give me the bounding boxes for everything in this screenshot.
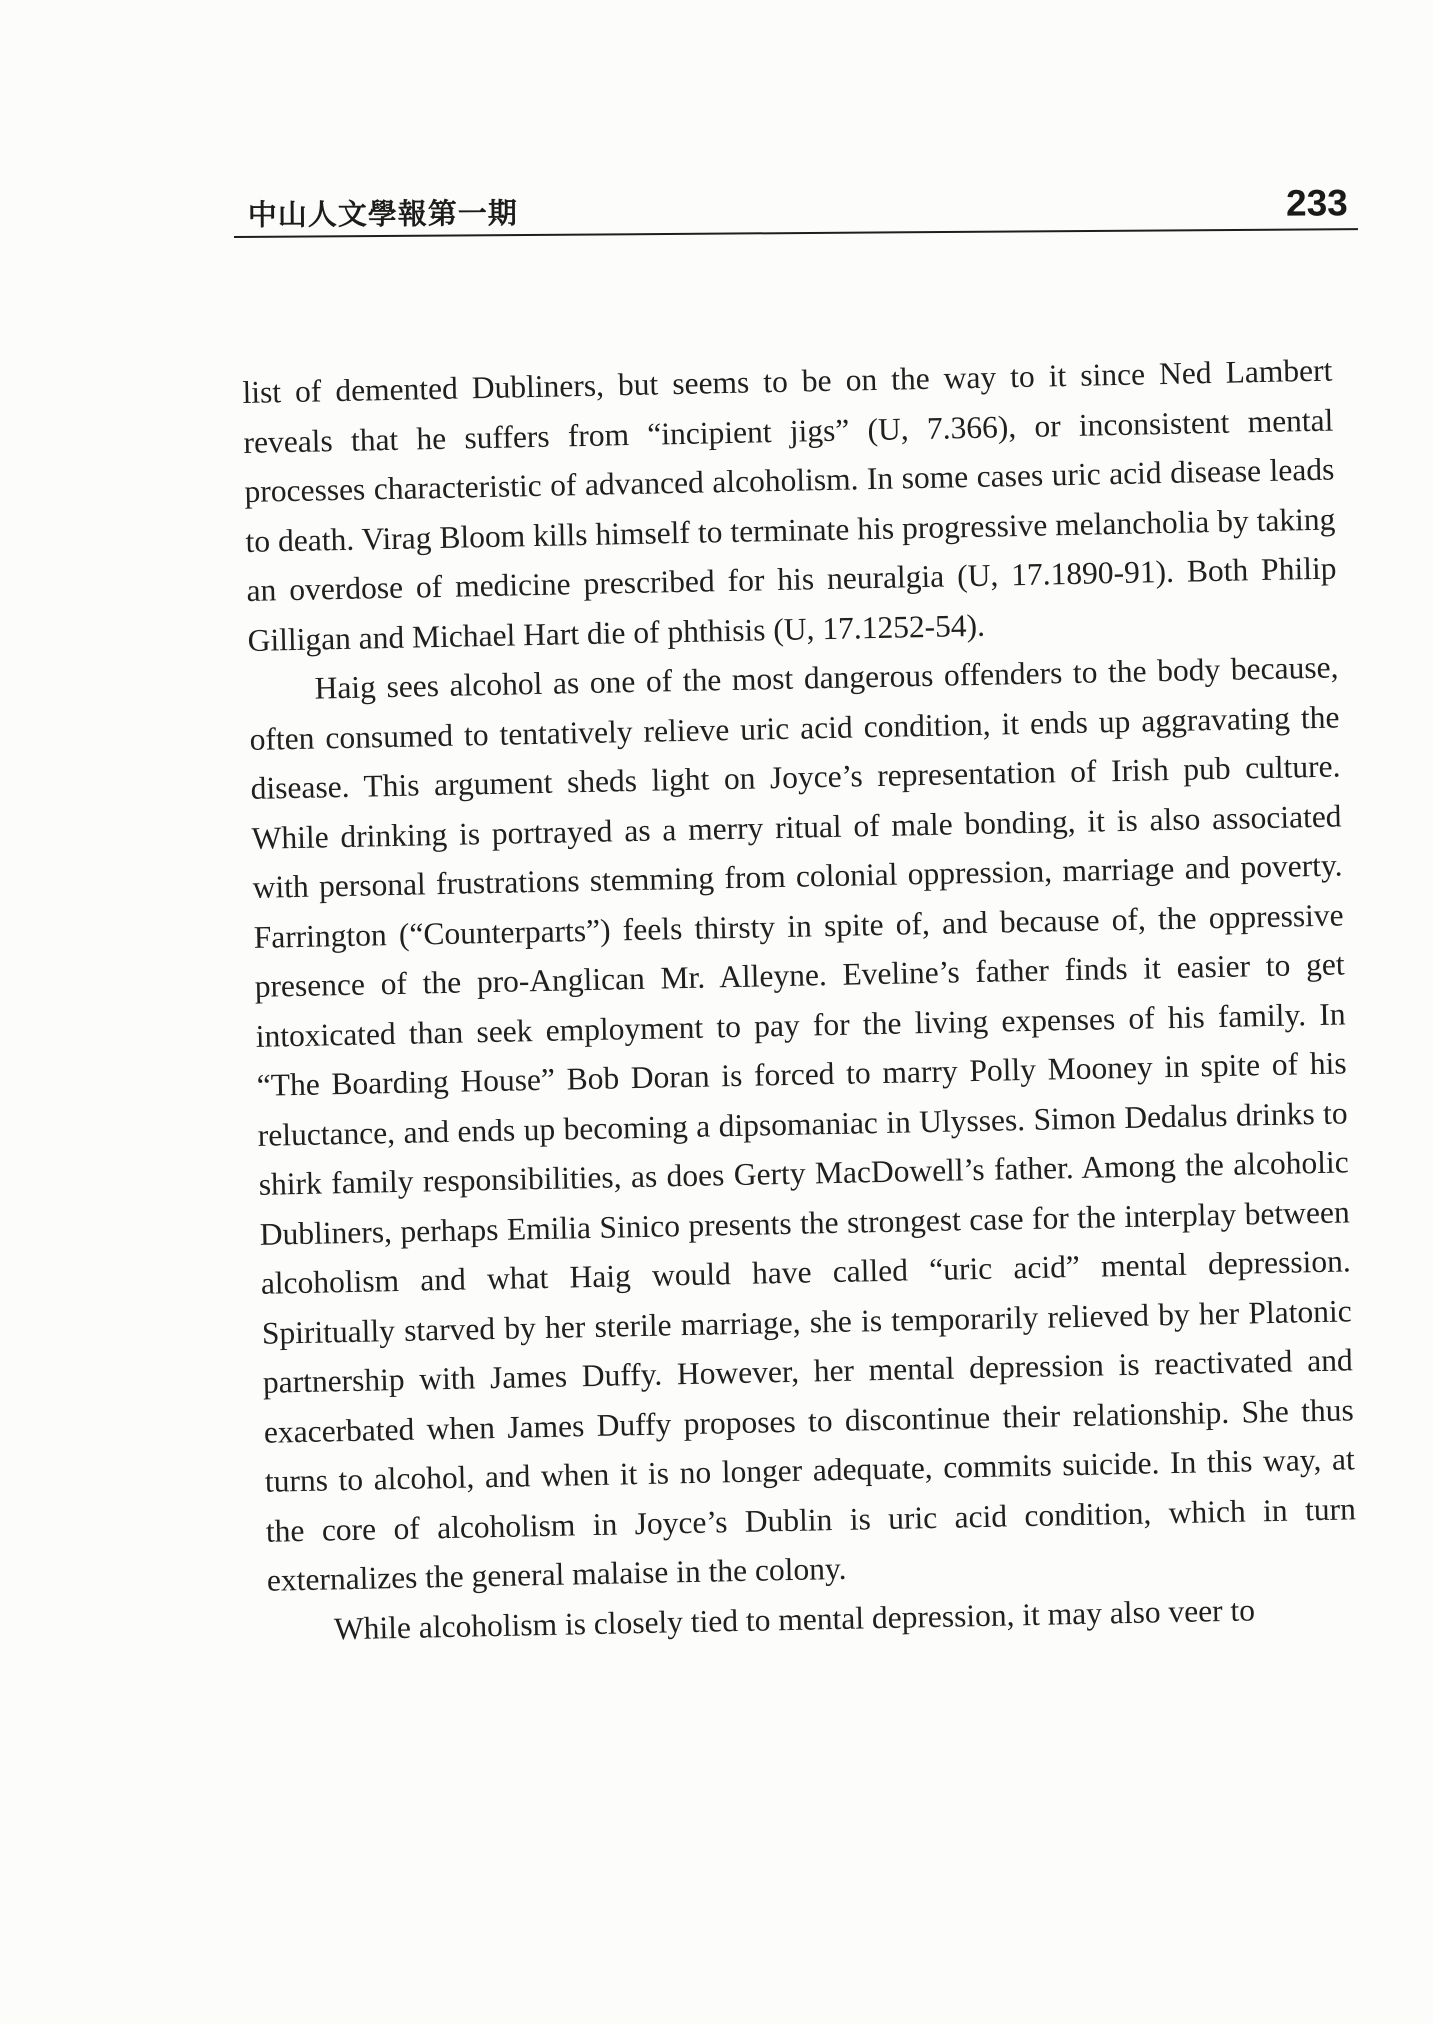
paragraph-3: While alcoholism is closely tied to mental depression, it may also veer to	[333, 1591, 1256, 1646]
running-header	[234, 182, 1358, 238]
paragraph-1: list of demented Dubliners, but seems to be on the way to it since Ned Lambert reveals that he suffers from “incipient jigs” (U, 7.366), or inconsistent mental processes characteristic of advanced alcoholism. In some cases uric acid disease leads to death. Virag Bloom kills himself to terminate his progressive melancholia by taking an overdose of medicine prescribed for his neuralgia (U, 17.1890-91). Both Philip Gilligan and Michael Hart die of phthisis (U, 17.1252-54).	[242, 352, 1337, 658]
paragraph-2: Haig sees alcohol as one of the most dangerous offenders to the body because, often consumed to tentatively relieve uric acid condition, it ends up aggravating the disease. This argument sheds light on Joyce’s representation of Irish pub culture. While drinking is portrayed as a merry ritual of male bonding, it is also associated with personal frustrations stemming from colonial oppression, marriage and poverty. Farrington (“Counterparts”) feels thirsty in spite of, and because of, the oppressive presence of the pro-Anglican Mr. Alleyne. Eveline’s father finds it easier to get intoxicated than seek employment to pay for the living expenses of his family. In “The Boarding House” Bob Doran is forced to marry Polly Mooney in spite of his reluctance, and ends up becoming a dipsomaniac in Ulysses. Simon Dedalus drinks to shirk family responsibilities, as does Gerty MacDowell’s father. Among the alcoholic Dubliners, perhaps Emilia Sinico presents the strongest case for the interplay between alcoholism and what Haig would have called “uric acid” mental depression. Spiritually starved by her sterile marriage, she is temporarily relieved by her Platonic partnership with James Duffy. However, her mental depression is reactivated and exacerbated when James Duffy proposes to discontinue their relationship. She thus turns to alcohol, and when it is no longer adequate, commits suicide. In this way, at the core of alcoholism in Joyce’s Dublin is uric acid condition, which in turn externalizes the general malaise in the colony.	[249, 649, 1357, 1598]
page-number: 233	[1285, 182, 1348, 224]
body-text	[242, 346, 1358, 1655]
journal-title: 中山人文學報第一期	[247, 196, 518, 232]
